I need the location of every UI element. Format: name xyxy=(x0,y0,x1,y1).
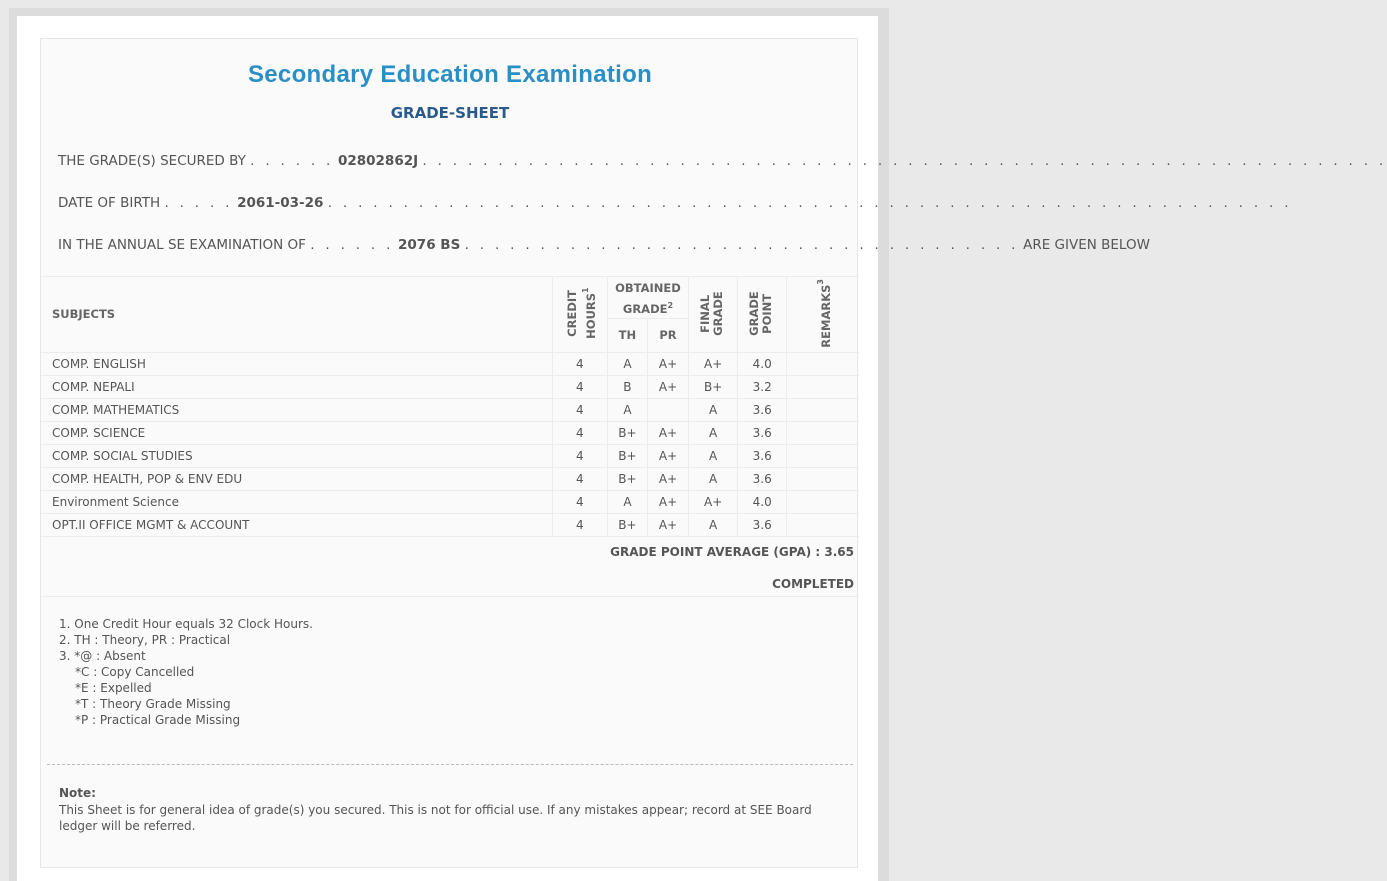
practical-grade-cell: A+ xyxy=(647,444,688,467)
table-row xyxy=(41,444,859,467)
header-th: TH xyxy=(607,318,647,352)
grade-rows xyxy=(41,352,859,536)
practical-grade-cell: A+ xyxy=(647,513,688,536)
result-status: COMPLETED xyxy=(772,577,854,591)
remarks-cell xyxy=(787,421,859,444)
final-grade-cell: A xyxy=(689,398,738,421)
dots: . . . . . . xyxy=(250,153,334,169)
header-credit-hours xyxy=(552,277,607,353)
footnote-code: *E : Expelled xyxy=(75,681,152,695)
header-obtained-grade-label: OBTAINED GRADE xyxy=(615,281,681,316)
table-row xyxy=(41,467,859,490)
subject-cell: OPT.II OFFICE MGMT & ACCOUNT xyxy=(41,513,552,536)
subject-cell: COMP. MATHEMATICS xyxy=(41,398,552,421)
exam-year: 2076 BS xyxy=(398,237,461,253)
remarks-cell xyxy=(787,513,859,536)
exam-label: IN THE ANNUAL SE EXAMINATION OF xyxy=(58,237,306,253)
page-subtitle: GRADE-SHEET xyxy=(390,104,510,122)
dob-line xyxy=(58,195,1292,211)
dots: . . . . . . xyxy=(310,237,394,253)
practical-grade-cell: A+ xyxy=(647,490,688,513)
final-grade-cell: A xyxy=(689,513,738,536)
header-grade-point-label: GRADE POINT xyxy=(747,290,775,336)
footnote-item: 3. *@ : Absent xyxy=(59,649,146,663)
credit-cell: 4 xyxy=(552,375,607,398)
practical-grade-cell: A+ xyxy=(647,467,688,490)
exam-line xyxy=(58,237,1150,253)
footnote-ref-3: 3 xyxy=(815,279,825,285)
credit-cell: 4 xyxy=(552,398,607,421)
table-row xyxy=(41,398,859,421)
footnotes xyxy=(59,616,313,728)
table-row xyxy=(41,375,859,398)
grade-point-cell: 3.6 xyxy=(738,444,787,467)
practical-grade-cell: A+ xyxy=(647,421,688,444)
footnote-item: 2. TH : Theory, PR : Practical xyxy=(59,633,231,647)
practical-grade-cell: A+ xyxy=(647,352,688,375)
header-final-grade-label: FINAL GRADE xyxy=(698,290,726,336)
gpa-summary: GRADE POINT AVERAGE (GPA) : 3.65 xyxy=(610,545,854,559)
subject-cell: Environment Science xyxy=(41,490,552,513)
given-below-text: ARE GIVEN BELOW xyxy=(1023,237,1150,253)
practical-grade-cell: A+ xyxy=(647,375,688,398)
header-grade-point xyxy=(738,277,787,353)
theory-grade-cell: A xyxy=(607,352,647,375)
grade-point-cell: 3.2 xyxy=(738,375,787,398)
symbol-number: 02802862J xyxy=(337,153,419,169)
theory-grade-cell: B+ xyxy=(607,467,647,490)
dob-value: 2061-03-26 xyxy=(237,195,324,211)
grade-point-cell: 4.0 xyxy=(738,352,787,375)
subject-cell: COMP. NEPALI xyxy=(41,375,552,398)
footnote-code: *T : Theory Grade Missing xyxy=(75,697,231,711)
final-grade-cell: B+ xyxy=(689,375,738,398)
theory-grade-cell: B xyxy=(607,375,647,398)
credit-cell: 4 xyxy=(552,444,607,467)
header-subjects: SUBJECTS xyxy=(41,277,552,353)
theory-grade-cell: B+ xyxy=(607,421,647,444)
final-grade-cell: A xyxy=(689,467,738,490)
dashed-divider xyxy=(47,764,853,765)
theory-grade-cell: B+ xyxy=(607,513,647,536)
footnote-code: *P : Practical Grade Missing xyxy=(75,713,241,727)
grade-point-cell: 3.6 xyxy=(738,421,787,444)
subject-cell: COMP. ENGLISH xyxy=(41,352,552,375)
note-text: This Sheet is for general idea of grade(s) you secured. This is not for official use. If any mistakes appear; record at SEE Board ledger will be referred. xyxy=(59,803,812,833)
theory-grade-cell: A xyxy=(607,490,647,513)
secured-by-line xyxy=(58,153,1387,169)
table-row xyxy=(41,513,859,536)
final-grade-cell: A xyxy=(689,421,738,444)
dob-label: DATE OF BIRTH xyxy=(58,195,161,211)
header-obtained-grade xyxy=(607,277,688,319)
subject-cell: COMP. SCIENCE xyxy=(41,421,552,444)
grades-table xyxy=(41,276,859,537)
grade-point-cell: 3.6 xyxy=(738,398,787,421)
final-grade-cell: A+ xyxy=(689,352,738,375)
credit-cell: 4 xyxy=(552,421,607,444)
grade-point-cell: 3.6 xyxy=(738,513,787,536)
note-title: Note: xyxy=(59,786,96,800)
footnote-code: *C : Copy Cancelled xyxy=(75,665,195,679)
table-row xyxy=(41,421,859,444)
remarks-cell xyxy=(787,444,859,467)
subject-cell: COMP. HEALTH, POP & ENV EDU xyxy=(41,467,552,490)
page-title: Secondary Education Examination xyxy=(247,61,653,88)
grade-sheet-card xyxy=(40,38,1387,868)
header-final-grade xyxy=(689,277,738,353)
divider xyxy=(41,596,859,597)
grade-point-cell: 3.6 xyxy=(738,467,787,490)
secured-by-label: THE GRADE(S) SECURED BY xyxy=(58,153,246,169)
credit-cell: 4 xyxy=(552,352,607,375)
subject-cell: COMP. SOCIAL STUDIES xyxy=(41,444,552,467)
practical-grade-cell xyxy=(647,398,688,421)
remarks-cell xyxy=(787,375,859,398)
dots: . . . . . . . . . . . . . . . . . . . . . . . . . . . . . . . . . . . . . xyxy=(464,237,1019,253)
remarks-cell xyxy=(787,467,859,490)
header-credit-hours-label: CREDIT HOURS xyxy=(564,289,598,339)
dots: . . . . . . . . . . . . . . . . . . . . . . . . . . . . . . . . . . . . . . . . . . . . . . . . . . . . . . . . . . . . . . . . xyxy=(422,153,1387,169)
credit-cell: 4 xyxy=(552,490,607,513)
footnote-item: 1. One Credit Hour equals 32 Clock Hours. xyxy=(59,617,313,631)
dots: . . . . . xyxy=(164,195,233,211)
theory-grade-cell: B+ xyxy=(607,444,647,467)
header-remarks-label: REMARKS xyxy=(818,284,833,348)
credit-cell: 4 xyxy=(552,467,607,490)
table-row xyxy=(41,352,859,375)
remarks-cell xyxy=(787,490,859,513)
footnote-ref-2: 2 xyxy=(667,301,674,310)
footnote-ref-1: 1 xyxy=(580,287,590,293)
grade-point-cell: 4.0 xyxy=(738,490,787,513)
dots: . . . . . . . . . . . . . . . . . . . . . . . . . . . . . . . . . . . . . . . . . . . . . . . . . . . . . . . . . . . . . . . . xyxy=(327,195,1292,211)
remarks-cell xyxy=(787,398,859,421)
table-row xyxy=(41,490,859,513)
header-remarks xyxy=(787,277,859,353)
final-grade-cell: A+ xyxy=(689,490,738,513)
final-grade-cell: A xyxy=(689,444,738,467)
theory-grade-cell: A xyxy=(607,398,647,421)
credit-cell: 4 xyxy=(552,513,607,536)
header-pr: PR xyxy=(647,318,688,352)
remarks-cell xyxy=(787,352,859,375)
